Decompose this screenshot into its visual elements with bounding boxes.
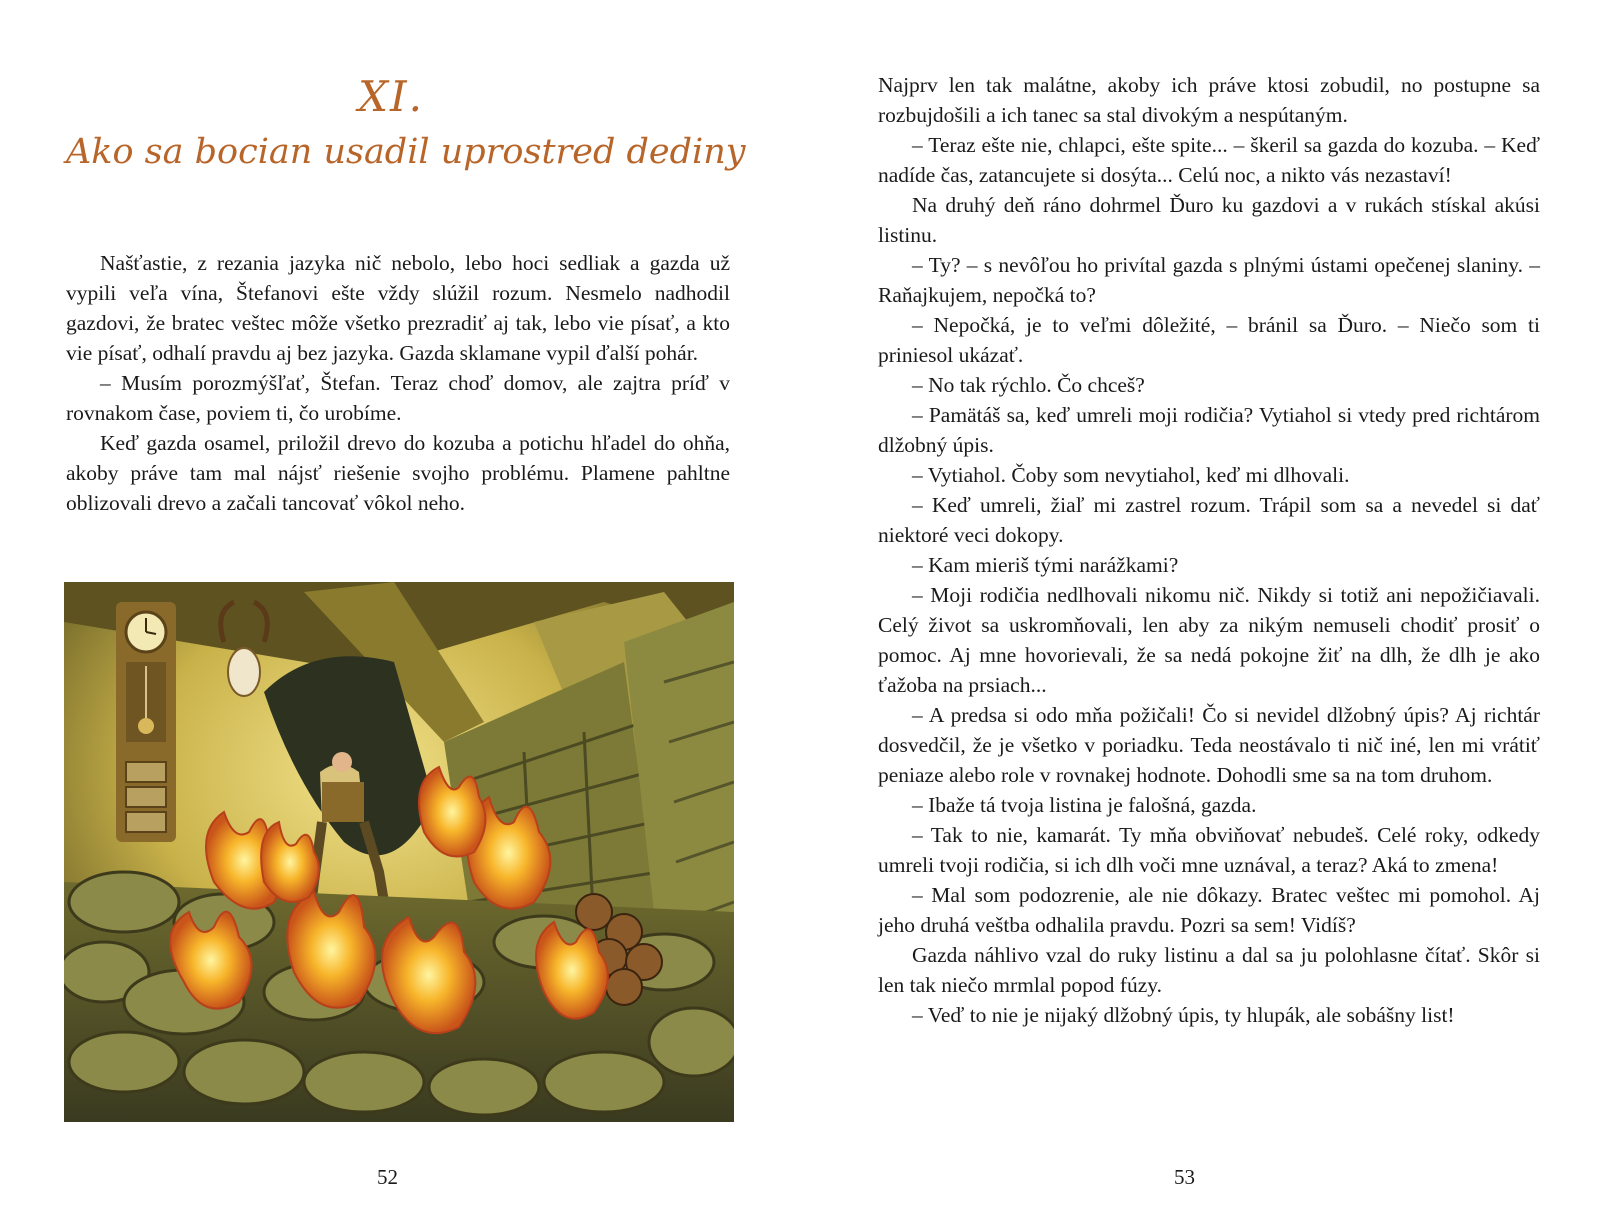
paragraph: – Keď umreli, žiaľ mi zastrel rozum. Trápil som sa a nevedel si dať niektoré veci dokopy. — [878, 493, 1540, 547]
page-number: 53 — [1174, 1165, 1195, 1189]
left-page-text — [66, 248, 730, 518]
paragraph: – Mal som podozrenie, ale nie dôkazy. Bratec veštec mi pomohol. Aj jeho druhá veštba odhalila pravdu. Pozri sa sem! Vidíš? — [878, 883, 1540, 937]
paragraph: Našťastie, z rezania jazyka nič nebolo, lebo hoci sedliak a gazda už vypili veľa vína, Štefanovi ešte vždy slúžil rozum. Nesmelo nadhodil gazdovi, že bratec veštec môže všetko prezradiť aj tak, lebo vie písať, a kto vie písať, odhalí pravdu aj bez jazyka. Gazda sklamane vypil ďalší pohár. — [66, 251, 730, 365]
paragraph: – Ibaže tá tvoja listina je falošná, gazda. — [912, 793, 1257, 817]
paragraph: – Kam mieriš tými narážkami? — [912, 553, 1179, 577]
right-page — [800, 0, 1601, 1229]
paragraph: Najprv len tak malátne, akoby ich práve ktosi zobudil, no postupne sa rozbujdošili a ich tanec sa stal divokým a nespútaným. — [878, 73, 1540, 127]
paragraph: – Veď to nie je nijaký dlžobný úpis, ty hlupák, ale sobášny list! — [912, 1003, 1455, 1027]
paragraph: – No tak rýchlo. Čo chceš? — [912, 373, 1145, 397]
right-page-text — [878, 70, 1540, 1030]
paragraph: – Pamätáš sa, keď umreli moji rodičia? Vytiahol si vtedy pred richtárom dlžobný úpis. — [878, 403, 1540, 457]
paragraph: – Vytiahol. Čoby som nevytiahol, keď mi dlhovali. — [912, 463, 1350, 487]
chapter-number: XI. — [358, 72, 424, 121]
paragraph: – Musím porozmýšľať, Štefan. Teraz choď domov, ale zajtra príď v rovnakom čase, poviem ti, čo urobíme. — [66, 371, 730, 425]
paragraph: Na druhý deň ráno dohrmel Ďuro ku gazdovi a v rukách stískal akúsi listinu. — [878, 193, 1540, 247]
chapter-title: Ako sa bocian usadil uprostred dediny — [66, 132, 746, 172]
paragraph: – Tak to nie, kamarát. Ty mňa obviňovať nebudeš. Celé roky, odkedy umreli tvoji rodičia, si ich dlh voči mne uznával, a teraz? Aká to zmena! — [878, 823, 1540, 877]
page-number: 52 — [377, 1165, 398, 1189]
paragraph: – A predsa si odo mňa požičali! Čo si nevidel dlžobný úpis? Aj richtár dosvedčil, že je všetko v poriadku. Teda neostávalo ti nič iné, len mi vrátiť peniaze alebo role v rovnakej hodnote. Dohodli sme sa na tom druhom. — [878, 703, 1540, 787]
paragraph: – Ty? – s nevôľou ho privítal gazda s plnými ústami opečenej slaniny. – Raňajkujem, nepočká to? — [878, 253, 1540, 307]
paragraph: Keď gazda osamel, priložil drevo do kozuba a potichu hľadel do ohňa, akoby práve tam mal nájsť riešenie svojho problému. Plamene pahltne oblizovali drevo a začali tancovať vôkol neho. — [66, 431, 730, 515]
left-page — [0, 0, 800, 1229]
fireplace-illustration — [64, 582, 734, 1122]
paragraph: – Nepočká, je to veľmi dôležité, – bránil sa Ďuro. – Niečo som ti priniesol ukázať. — [878, 313, 1540, 367]
paragraph: – Teraz ešte nie, chlapci, ešte spite... – škeril sa gazda do kozuba. – Keď nadíde čas, zatancujete si dosýta... Celú noc, a nikto vás nezastaví! — [878, 133, 1540, 187]
paragraph: Gazda náhlivo vzal do ruky listinu a dal sa ju polohlasne čítať. Skôr si len tak niečo mrmlal popod fúzy. — [878, 943, 1540, 997]
paragraph: – Moji rodičia nedlhovali nikomu nič. Nikdy si totiž ani nepožičiavali. Celý život sa uskromňovali, len aby za nikým nemuseli chodiť prosiť o pomoc. Aj mne hovorievali, že sa nedá pokojne žiť na dlh, že dlh je ako ťažoba na prsiach... — [878, 583, 1540, 697]
